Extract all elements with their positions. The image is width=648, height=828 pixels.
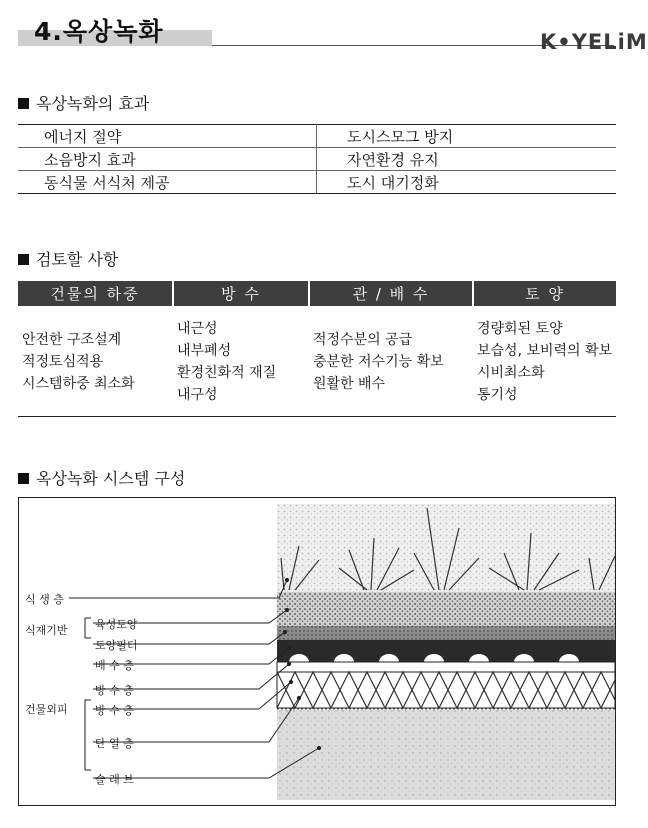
system-heading-text: 옥상녹화 시스템 구성 <box>36 469 186 488</box>
table-row <box>18 171 616 194</box>
title-block <box>18 12 648 54</box>
page-title: 4.옥상녹화 <box>34 17 164 46</box>
square-bullet-icon <box>18 254 29 265</box>
brand-logo: K•YELiM <box>540 30 648 54</box>
waterproof-layer-label: 방 수 층 <box>95 684 134 697</box>
square-bullet-icon <box>18 473 29 484</box>
review-table <box>18 281 616 417</box>
cell-line: 환경친화적 재질 <box>177 365 277 381</box>
drain-layer-label: 배 수 층 <box>95 659 134 672</box>
waterproof-layer-label-2: 방 수 층 <box>95 704 134 717</box>
cell-line: 내구성 <box>177 387 218 403</box>
cell-line: 적정수분의 공급 <box>313 332 413 348</box>
review-heading <box>18 247 118 270</box>
table-cell: 동식물 서식처 제공 <box>18 171 317 194</box>
effects-heading-text: 옥상녹화의 효과 <box>36 94 150 113</box>
column-header: 방 수 <box>173 281 309 306</box>
cell-line: 원활한 배수 <box>313 376 386 392</box>
base-group-label: 식재기반 <box>25 624 68 637</box>
table-cell: 자연환경 유지 <box>317 148 617 171</box>
insulation-layer-label: 단 열 층 <box>95 737 134 750</box>
filter-layer <box>277 626 615 640</box>
cell-line: 경량회된 토양 <box>477 321 563 337</box>
building-group-label: 건물외피 <box>25 703 68 716</box>
slab-layer-label: 슬 래 브 <box>95 773 134 786</box>
effects-heading <box>18 91 149 114</box>
table-row <box>18 306 616 417</box>
cell-line: 안전한 구조설계 <box>22 332 122 348</box>
vegetation-layer <box>277 504 615 592</box>
cell-line: 내근성 <box>177 321 218 337</box>
table-cell: 에너지 절약 <box>18 125 317 148</box>
waterproof-layer <box>277 662 615 672</box>
slab-layer <box>277 710 615 800</box>
cell-line: 적정토심적용 <box>22 354 104 370</box>
soil-layer-label: 육성토양 <box>95 618 138 631</box>
effects-table <box>18 124 616 194</box>
review-heading-text: 검토할 사항 <box>36 250 119 269</box>
plant-layer-label: 식 생 층 <box>25 593 64 606</box>
table-cell <box>309 306 473 417</box>
soil-layer <box>277 592 615 626</box>
table-cell: 도시스모그 방지 <box>317 125 617 148</box>
table-cell <box>473 306 616 417</box>
table-cell: 도시 대기정화 <box>317 171 617 194</box>
table-cell <box>18 306 173 417</box>
square-bullet-icon <box>18 98 29 109</box>
system-diagram <box>18 497 616 806</box>
cell-line: 시비최소화 <box>477 365 545 381</box>
table-row <box>18 125 616 148</box>
cell-line: 통기성 <box>477 387 518 403</box>
table-header-row <box>18 281 616 306</box>
cell-line: 충분한 저수기능 확보 <box>313 354 444 370</box>
table-row <box>18 148 616 171</box>
system-heading <box>18 466 185 489</box>
cell-line: 시스템하중 최소화 <box>22 376 135 392</box>
table-cell: 소음방지 효과 <box>18 148 317 171</box>
column-header: 관 / 배 수 <box>309 281 473 306</box>
filter-layer-label: 토양필터 <box>95 639 138 652</box>
column-header: 건물의 하중 <box>18 281 173 306</box>
cell-line: 내부폐성 <box>177 343 232 359</box>
cell-line: 보습성, 보비력의 확보 <box>477 343 613 359</box>
table-cell <box>173 306 309 417</box>
column-header: 토 양 <box>473 281 616 306</box>
